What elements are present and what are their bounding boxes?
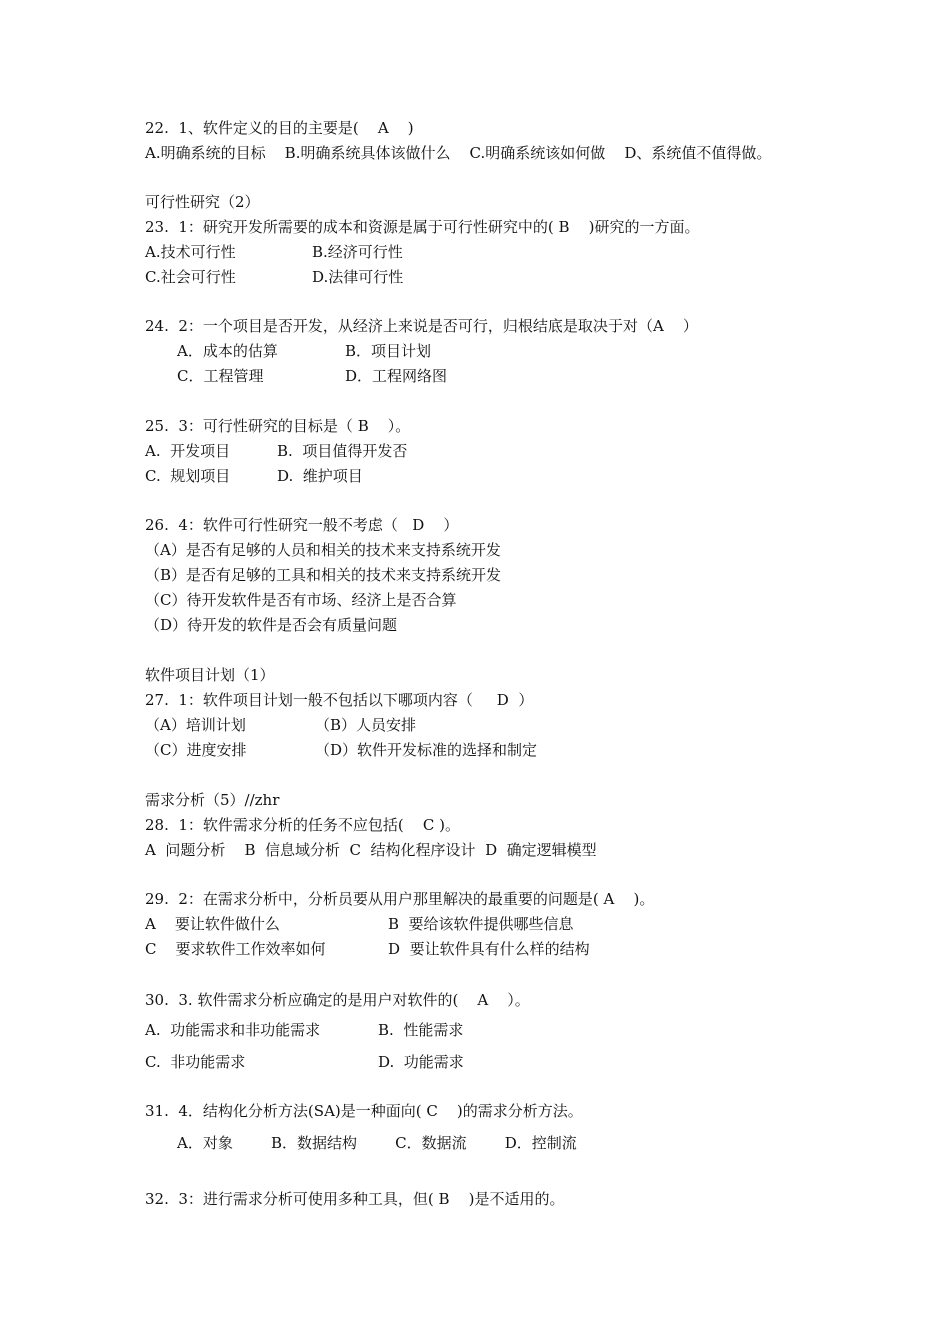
q24-option-b: B．项目计划	[345, 342, 432, 360]
q28-stem: 28. 1：软件需求分析的任务不应包括( C )。	[145, 816, 460, 834]
q22-stem: 22. 1、软件定义的目的主要是( A )	[145, 119, 414, 137]
q31-options: A．对象 B．数据结构 C．数据流 D．控制流	[177, 1134, 577, 1152]
q30-option-d: D. 功能需求	[378, 1053, 464, 1071]
q26-stem: 26. 4：软件可行性研究一般不考虑（ D ）	[145, 516, 459, 534]
q29-option-c: C 要求软件工作效率如何	[145, 940, 326, 958]
q30-stem: 30. 3. 软件需求分析应确定的是用户对软件的( A ）。	[145, 991, 530, 1009]
q28-options: A 问题分析 B 信息域分析 C 结构化程序设计 D 确定逻辑模型	[145, 841, 597, 859]
q23-option-d: D.法律可行性	[312, 268, 404, 286]
q30-option-a: A. 功能需求和非功能需求	[145, 1021, 321, 1039]
q26-option-d: （D）待开发的软件是否会有质量问题	[145, 616, 398, 634]
section-heading-plan: 软件项目计划（1）	[145, 666, 275, 684]
q27-option-c: （C）进度安排	[145, 741, 247, 759]
q32-stem: 32. 3：进行需求分析可使用多种工具，但( B )是不适用的。	[145, 1190, 565, 1208]
q23-option-c: C.社会可行性	[145, 268, 236, 286]
q29-option-d: D 要让软件具有什么样的结构	[388, 940, 590, 958]
section-heading-requirements: 需求分析（5）//zhr	[145, 791, 280, 809]
q25-option-b: B. 项目值得开发否	[277, 442, 408, 460]
q29-stem: 29. 2：在需求分析中，分析员要从用户那里解决的最重要的问题是( A )。	[145, 890, 655, 908]
q26-option-b: （B）是否有足够的工具和相关的技术来支持系统开发	[145, 566, 502, 584]
q27-option-d: （D）软件开发标准的选择和制定	[315, 741, 538, 759]
q25-option-a: A. 开发项目	[145, 442, 231, 460]
q25-option-d: D. 维护项目	[277, 467, 363, 485]
q25-option-c: C. 规划项目	[145, 467, 231, 485]
q26-option-c: （C）待开发软件是否有市场、经济上是否合算	[145, 591, 457, 609]
q27-option-a: （A）培训计划	[145, 716, 246, 734]
q22-options: A.明确系统的目标 B.明确系统具体该做什么 C.明确系统该如何做 D、系统值不值得做。	[145, 144, 772, 162]
q23-option-a: A.技术可行性	[145, 243, 236, 261]
q24-stem: 24. 2：一个项目是否开发，从经济上来说是否可行，归根结底是取决于对（A ）	[145, 317, 698, 335]
q23-stem: 23. 1：研究开发所需要的成本和资源是属于可行性研究中的( B )研究的一方面。	[145, 218, 700, 236]
q26-option-a: （A）是否有足够的人员和相关的技术来支持系统开发	[145, 541, 501, 559]
q24-option-a: A．成本的估算	[177, 342, 278, 360]
q24-option-c: C．工程管理	[177, 367, 264, 385]
q23-option-b: B.经济可行性	[312, 243, 403, 261]
q29-option-b: B 要给该软件提供哪些信息	[388, 915, 574, 933]
q30-option-b: B. 性能需求	[378, 1021, 464, 1039]
q27-stem: 27. 1：软件项目计划一般不包括以下哪项内容（ D ）	[145, 691, 534, 709]
q24-option-d: D．工程网络图	[345, 367, 448, 385]
q27-option-b: （B）人员安排	[315, 716, 417, 734]
q30-option-c: C. 非功能需求	[145, 1053, 246, 1071]
section-heading-feasibility: 可行性研究（2）	[145, 193, 260, 211]
q31-stem: 31. 4．结构化分析方法(SA)是一种面向( C )的需求分析方法。	[145, 1102, 583, 1120]
q29-option-a: A 要让软件做什么	[145, 915, 280, 933]
q25-stem: 25. 3：可行性研究的目标是（ B ）。	[145, 417, 411, 435]
